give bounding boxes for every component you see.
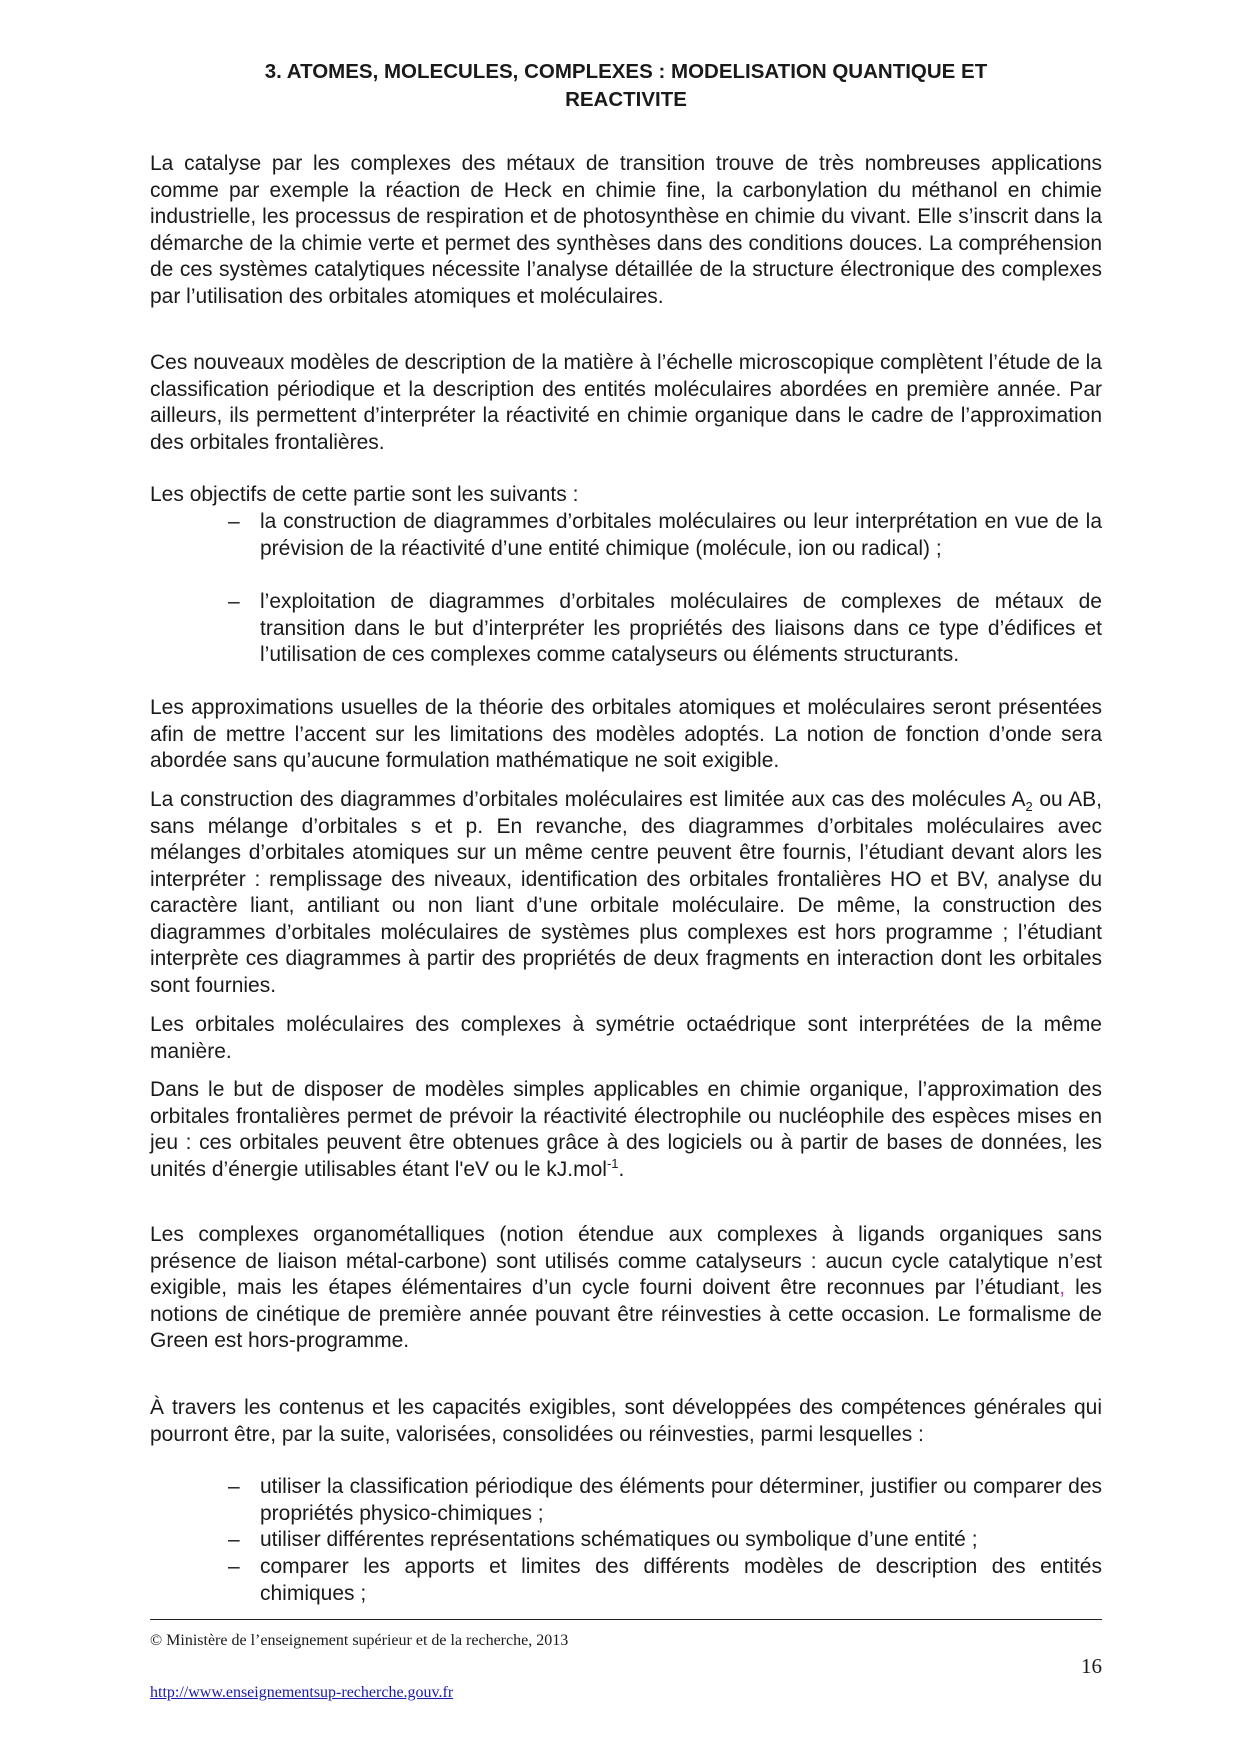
list-dash: – (228, 590, 240, 613)
footer-copyright: © Ministère de l’enseignement supérieur et de la recherche, 2013 (150, 1632, 569, 1649)
paragraph-text: ou AB, sans mélange d’orbitales s et p. En revanche, des diagrammes d’orbitales moléculaires avec mélanges d’orbitales atomiques sur un même centre peuvent être fournis, l’étudiant devant alors les interpréter : remplissage des niveaux, identification des orbitales frontalières HO et BV, analyse du caractère liant, antiliant ou non liant d’une orbitale moléculaire. De même, la construction des diagrammes d’orbitales moléculaires de systèmes plus complexes est hors programme ; l’étudiant interprète ces diagrammes à partir des propriétés de deux fragments en interaction dont les orbitales sont fournies. (150, 788, 1103, 997)
list-item-text: utiliser la classification périodique des éléments pour déterminer, justifier ou comparer des propriétés physico-chimiques ; (260, 1475, 1102, 1525)
list-dash: – (228, 1555, 240, 1578)
superscript-minus-1: -1 (606, 1155, 619, 1171)
list-item-text: utiliser différentes représentations schématiques ou symbolique d’une entité ; (260, 1528, 978, 1551)
paragraph-organometalliques (150, 1222, 1102, 1355)
paragraph-text: Les complexes organométalliques (notion étendue aux complexes à ligands organiques sans présence de liaison métal-carbone) sont utilisés comme catalyseurs : aucun cycle catalytique n’est exigible, mais les étapes élémentaires d’un cycle fourni doivent être reconnues par l’étudiant (150, 1223, 1102, 1299)
list-dash: – (228, 1528, 240, 1551)
list-item (228, 1474, 1102, 1527)
list-item (228, 1527, 1102, 1554)
paragraph-text: les notions de cinétique de première année pouvant être réinvesties à cette occasion. Le formalisme de Green est hors-programme. (150, 1276, 1102, 1352)
paragraph-text: Dans le but de disposer de modèles simples applicables en chimie organique, l’approximation des orbitales frontalières permet de prévoir la réactivité électrophile ou nucléophile des espèces mises en jeu : ces orbitales peuvent être obtenues grâce à des logiciels ou à partir de bases de données, les unités d’énergie utilisables étant l'eV ou le kJ.mol (150, 1078, 1102, 1181)
section-title-line-1: 3. ATOMES, MOLECULES, COMPLEXES : MODELISATION QUANTIQUE ET (264, 60, 988, 83)
highlighted-comma: , (1059, 1276, 1066, 1299)
paragraph-orbitales-frontalieres (150, 1077, 1102, 1183)
subscript-2: 2 (1025, 799, 1033, 815)
footer-website-link[interactable]: http://www.enseignementsup-recherche.gouv.fr (150, 1684, 454, 1701)
footer-divider (150, 1619, 1102, 1620)
list-item (228, 1554, 1102, 1607)
objectives-intro: Les objectifs de cette partie sont les suivants : (150, 483, 579, 506)
list-dash: – (228, 510, 240, 533)
list-item-text: l’exploitation de diagrammes d’orbitales moléculaires de complexes de métaux de transition dans le but d’interpréter les propriétés des liaisons dans ce type d’édifices et l’utilisation de ces complexes comme catalyseurs ou éléments structurants. (260, 590, 1102, 666)
page-number: 16 (1081, 1654, 1102, 1678)
paragraph-symetrie-octaedrique: Les orbitales moléculaires des complexes à symétrie octaédrique sont interprétées de la même manière. (150, 1013, 1102, 1063)
paragraph-catalyse: La catalyse par les complexes des métaux de transition trouve de très nombreuses applications comme par exemple la réaction de Heck en chimie fine, la carbonylation du méthanol en chimie industrielle, les processus de respiration et de photosynthèse en chimie du vivant. Elle s’inscrit dans la démarche de la chimie verte et permet des synthèses dans des conditions douces. La compréhension de ces systèmes catalytiques nécessite l’analyse détaillée de la structure électronique des complexes par l’utilisation des orbitales atomiques et moléculaires. (150, 152, 1102, 308)
list-item-text: comparer les apports et limites des différents modèles de description des entités chimiques ; (260, 1555, 1102, 1605)
paragraph-approximations: Les approximations usuelles de la théorie des orbitales atomiques et moléculaires seront présentées afin de mettre l’accent sur les limitations des modèles adoptés. La notion de fonction d’onde sera abordée sans qu’aucune formulation mathématique ne soit exigible. (150, 696, 1102, 772)
section-title-line-2: REACTIVITE (565, 88, 687, 111)
paragraph-nouveaux-modeles: Ces nouveaux modèles de description de la matière à l’échelle microscopique complètent l’étude de la classification périodique et la description des entités moléculaires abordées en première année. Par ailleurs, ils permettent d’interpréter la réactivité en chimie organique dans le cadre de l’approximation des orbitales frontalières. (150, 351, 1102, 454)
list-item (228, 589, 1102, 669)
paragraph-text: . (618, 1157, 625, 1181)
paragraph-text: La construction des diagrammes d’orbitales moléculaires est limitée aux cas des molécules A (150, 788, 1026, 811)
paragraph-construction-diagrammes (150, 787, 1102, 999)
list-item-text: la construction de diagrammes d’orbitales moléculaires ou leur interprétation en vue de la prévision de la réactivité d’une entité chimique (molécule, ion ou radical) ; (260, 510, 1102, 560)
paragraph-competences: À travers les contenus et les capacités exigibles, sont développées des compétences générales qui pourront être, par la suite, valorisées, consolidées ou réinvesties, parmi lesquelles : (150, 1396, 1102, 1446)
list-dash: – (228, 1475, 240, 1498)
list-item (228, 509, 1102, 562)
